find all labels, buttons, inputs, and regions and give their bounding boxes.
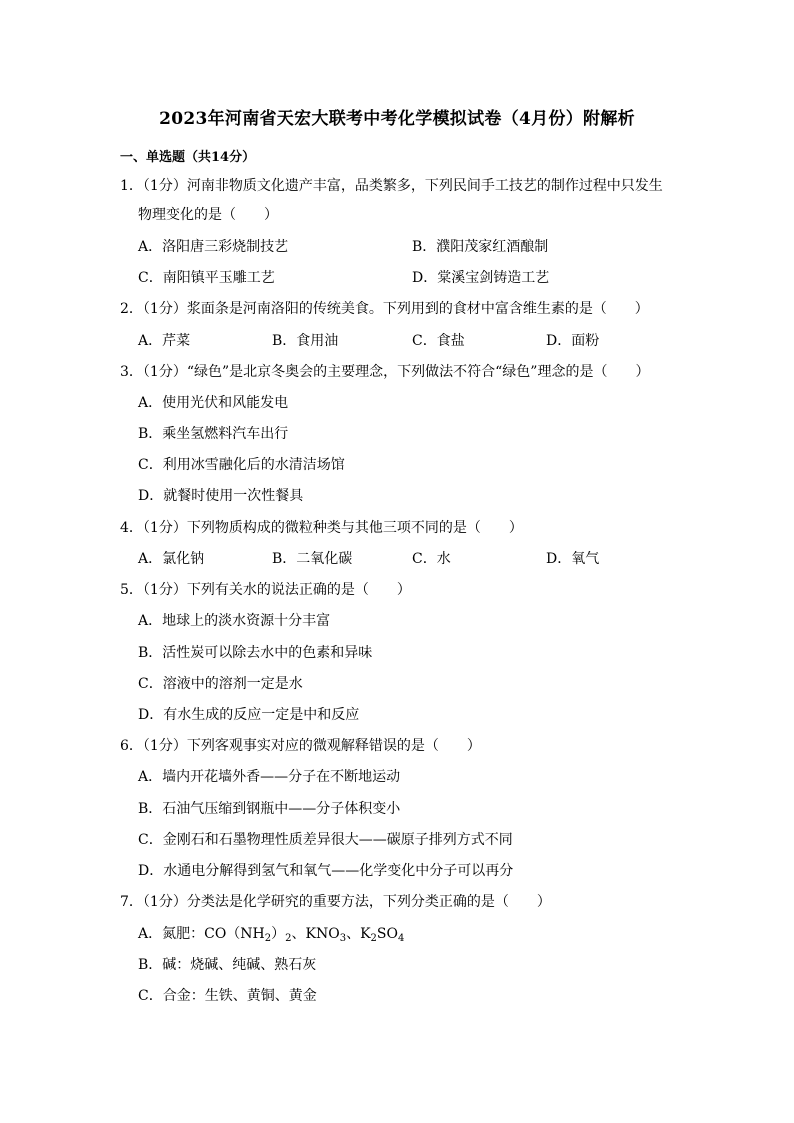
question-7-stem: 7．（1分）分类法是化学研究的重要方法，下列分类正确的是（ ） [120,894,551,910]
question-4-option-c: C．水 [412,551,451,567]
question-5-stem: 5．（1分）下列有关水的说法正确的是（ ） [120,582,411,598]
question-1-stem: 1．（1分）河南非物质文化遗产丰富，品类繁多，下列民间手工技艺的制作过程中只发生 [120,178,663,194]
question-1-option-c: C．南阳镇平玉雕工艺 [138,270,275,286]
question-2-option-a: A．芹菜 [138,333,191,349]
question-3-stem: 3．（1分）“绿色”是北京冬奥会的主要理念，下列做法不符合“绿色”理念的是（ ） [120,364,650,380]
question-5-option-d: D．有水生成的反应一定是中和反应 [138,707,360,723]
option-a-text: A．氮肥：CO（NH [138,926,265,942]
question-3-option-a: A．使用光伏和风能发电 [138,395,289,411]
question-3-option-c: C．利用冰雪融化后的水清洁场馆 [138,457,345,473]
question-2-option-d: D．面粉 [546,333,600,349]
question-1-option-b: B．濮阳茂家红酒酿制 [412,239,549,255]
subscript: 2 [264,933,272,944]
subscript: 3 [339,933,347,944]
question-3-option-b: B．乘坐氢燃料汽车出行 [138,426,289,442]
question-1-stem-cont: 物理变化的是（ ） [138,207,278,223]
option-a-text: ） [271,926,286,942]
question-4-option-d: D．氧气 [546,551,600,567]
question-1-option-a: A．洛阳唐三彩烧制技艺 [138,239,289,255]
question-6-option-b: B．石油气压缩到钢瓶中——分子体积变小 [138,801,401,817]
subscript: 2 [285,933,292,944]
section-heading: 一、单选题（共14分） [120,150,256,165]
option-a-text: SO [376,926,398,942]
question-2-stem: 2．（1分）浆面条是河南洛阳的传统美食。下列用到的食材中富含维生素的是（ ） [120,301,649,317]
question-4-stem: 4．（1分）下列物质构成的微粒种类与其他三项不同的是（ ） [120,520,523,536]
question-6-option-a: A．墙内开花墙外香——分子在不断地运动 [138,769,401,785]
question-7-option-b: B．碱：烧碱、纯碱、熟石灰 [138,957,317,973]
question-7-option-a [138,924,404,944]
question-5-option-a: A．地球上的淡水资源十分丰富 [138,613,331,629]
question-4-option-a: A．氯化钠 [138,551,205,567]
option-a-text: 、KNO [291,926,340,942]
question-6-option-d: D．水通电分解得到氢气和氧气——化学变化中分子可以再分 [138,863,514,879]
subscript: 4 [398,933,405,944]
question-2-option-b: B．食用油 [272,333,339,349]
question-1-option-d: D．棠溪宝剑铸造工艺 [412,270,550,286]
question-6-option-c: C．金刚石和石墨物理性质差异很大——碳原子排列方式不同 [138,832,513,848]
question-3-option-d: D．就餐时使用一次性餐具 [138,488,304,504]
document-title: 2023年河南省天宏大联考中考化学模拟试卷（4月份）附解析 [159,109,635,129]
option-a-text: 、K [346,926,371,942]
question-4-option-b: B．二氧化碳 [272,551,353,567]
question-5-option-c: C．溶液中的溶剂一定是水 [138,676,303,692]
question-2-option-c: C．食盐 [412,333,465,349]
question-5-option-b: B．活性炭可以除去水中的色素和异味 [138,645,373,661]
subscript: 2 [370,933,377,944]
question-7-option-c: C．合金：生铁、黄铜、黄金 [138,988,317,1004]
question-6-stem: 6．（1分）下列客观事实对应的微观解释错误的是（ ） [120,738,481,754]
